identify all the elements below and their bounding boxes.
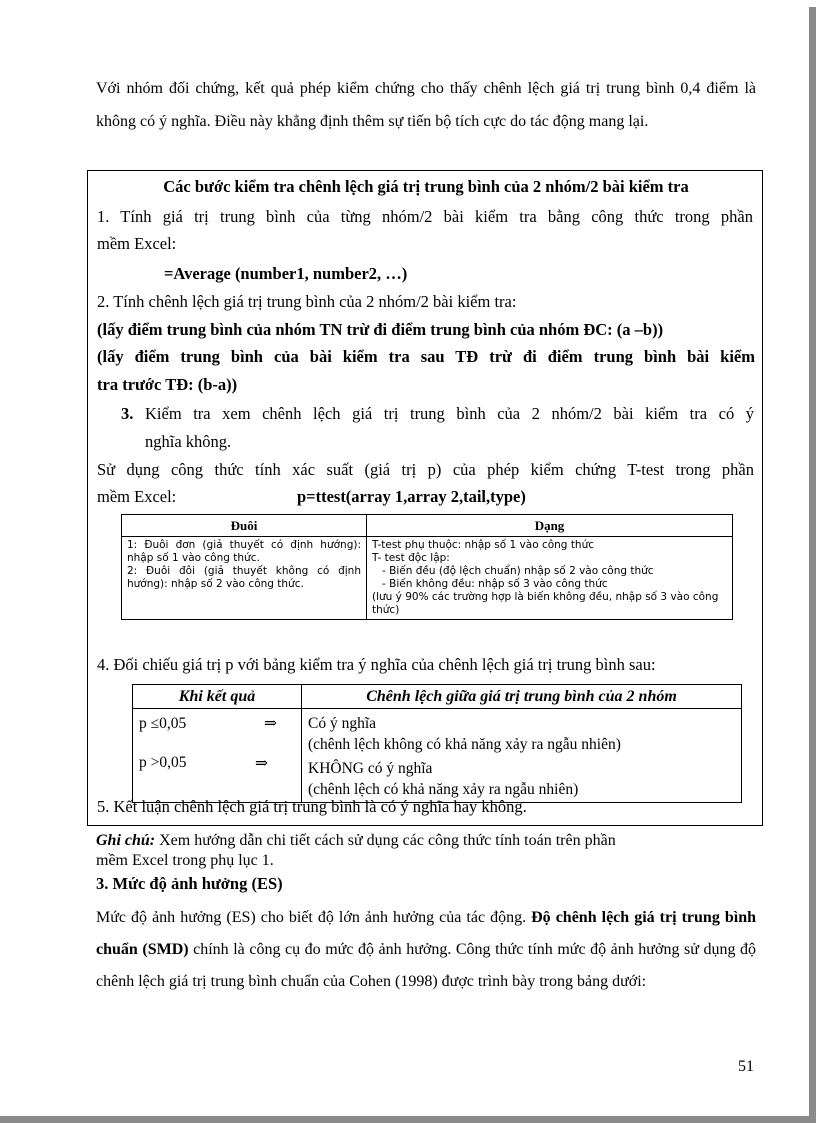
table2-header-difference: Chênh lệch giữa giá trị trung bình của 2 nhóm xyxy=(302,685,742,709)
type-option-equal: - Biến đều (độ lệch chuẩn) nhập số 2 vào công thức xyxy=(382,565,654,577)
steps-box-title: Các bước kiểm tra chênh lệch giá trị trung bình của 2 nhóm/2 bài kiểm tra xyxy=(163,177,689,196)
es-bold-smd-abbr: (SMD) xyxy=(142,941,189,958)
note-paragraph xyxy=(96,831,736,871)
page-number: 51 xyxy=(738,1058,754,1075)
es-text-1: Mức độ ảnh hưởng (ES) cho biết độ lớn ảnh hưởng của tác động. xyxy=(96,909,532,926)
type-option-independent: T- test độc lập: xyxy=(372,552,450,564)
row2-arrow-icon: ⇒ xyxy=(255,755,268,772)
use-line-b: mềm Excel: xyxy=(97,487,177,506)
note-label: Ghi chú: xyxy=(96,832,156,849)
step2-bullet-1: (lấy điểm trung bình của nhóm TN trừ đi điểm trung bình của nhóm ĐC: (a –b)) xyxy=(97,320,664,339)
row2-note: (chênh lệch có khả năng xảy ra ngẫu nhiên) xyxy=(308,781,579,798)
significance-table xyxy=(132,684,742,803)
es-paragraph xyxy=(96,902,756,998)
table2-header-result: Khi kết quả xyxy=(133,685,302,709)
formula-average: =Average (number1, number2, …) xyxy=(164,264,408,283)
section-heading: 3. Mức độ ảnh hưởng (ES) xyxy=(96,874,283,893)
es-text-2: chính là công cụ đo mức độ ảnh hưởng. Công thức tính mức độ ảnh hưởng sử dụng độ chênh lệch giá trị trung bình chuẩn của Cohen (1998) được trình bày trong bảng dưới: xyxy=(96,941,756,990)
step2-bullet-2b: tra trước TĐ: (b-a)) xyxy=(97,375,238,394)
note-text-a: Xem hướng dẫn chi tiết cách sử dụng các công thức tính toán trên phần xyxy=(155,832,616,849)
table-row xyxy=(133,709,742,803)
step3-line-a: Kiểm tra xem chênh lệch giá trị trung bình của 2 nhóm/2 bài kiểm tra có ý xyxy=(145,404,754,423)
type-option-unequal: - Biến không đều: nhập số 3 vào công thức xyxy=(382,578,608,590)
page-shadow-right xyxy=(809,0,816,1123)
row1-condition: p ≤0,05 xyxy=(133,709,258,803)
tail-option-2: 2: Đuôi đôi (giả thuyết không có định hướng): nhập số 2 vào công thức. xyxy=(127,565,361,590)
step1-line-a: 1. Tính giá trị trung bình của từng nhóm/2 bài kiểm tra bằng công thức trong phần xyxy=(97,207,753,226)
row1-result-cell xyxy=(302,709,742,803)
page-shadow-bottom xyxy=(0,1116,816,1123)
type-option-note: (lưu ý 90% các trường hợp là biến không đều, nhập số 3 vào công thức) xyxy=(372,591,719,616)
tail-option-1: 1: Đuôi đơn (giả thuyết có định hướng): nhập số 1 vào công thức. xyxy=(127,539,361,564)
step3-line-b: nghĩa không. xyxy=(145,432,232,451)
row1-note: (chênh lệch không có khả năng xảy ra ngẫu nhiên) xyxy=(308,736,621,753)
steps-box xyxy=(87,170,763,826)
formula-ttest: p=ttest(array 1,array 2,tail,type) xyxy=(297,487,526,506)
intro-paragraph: Với nhóm đối chứng, kết quả phép kiểm chứng cho thấy chênh lệch giá trị trung bình 0,4 điểm là không có ý nghĩa. Điều này khẳng định thêm sự tiến bộ tích cực do tác động mang lại. xyxy=(96,80,756,130)
use-line-a: Sử dụng công thức tính xác suất (giá trị p) của phép kiểm chứng T-test trong phần xyxy=(97,460,754,479)
type-option-paired: T-test phụ thuộc: nhập số 1 vào công thức xyxy=(372,539,595,551)
note-text-b: mềm Excel trong phụ lục 1. xyxy=(96,852,274,869)
row2-condition: p >0,05 xyxy=(139,754,187,771)
table1-type-cell xyxy=(367,537,733,620)
table1-header-type: Dạng xyxy=(367,515,733,537)
row1-arrow-icon: ⇒ xyxy=(258,709,302,803)
table1-header-tail: Đuôi xyxy=(122,515,367,537)
step5-line: 5. Kết luận chênh lệch giá trị trung bình là có ý nghĩa hay không. xyxy=(97,797,527,816)
step3-number: 3. xyxy=(121,404,134,423)
row1-result: Có ý nghĩa xyxy=(308,715,377,732)
tail-type-table xyxy=(121,514,733,620)
step1-line-b: mềm Excel: xyxy=(97,234,177,253)
es-bold-smd: Độ chênh lệch giá trị trung bình chuẩn xyxy=(96,909,756,958)
step2-line: 2. Tính chênh lệch giá trị trung bình của 2 nhóm/2 bài kiểm tra: xyxy=(97,292,517,311)
table1-tail-cell xyxy=(122,537,367,620)
step2-bullet-2a: (lấy điểm trung bình của bài kiểm tra sau TĐ trừ đi điểm trung bình bài kiểm xyxy=(97,347,755,366)
row2-result: KHÔNG có ý nghĩa xyxy=(308,760,433,777)
step4-line: 4. Đối chiếu giá trị p với bảng kiểm tra ý nghĩa của chênh lệch giá trị trung bình sau: xyxy=(97,655,656,674)
